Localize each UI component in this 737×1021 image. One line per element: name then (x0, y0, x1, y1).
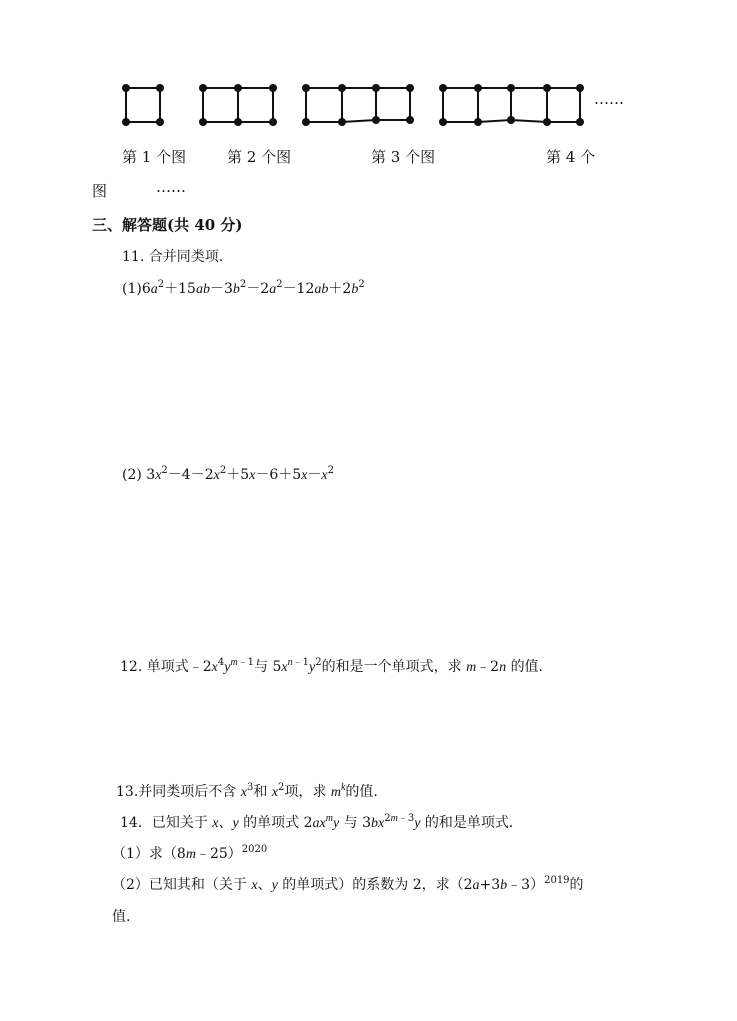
figure-4-label-cont: 图 (92, 182, 108, 200)
figures-ellipsis-2: …… (156, 178, 186, 196)
q13-text: 13.并同类项后不含 $x^3$和 $x^2$项，求 $m^k$的值. (116, 782, 378, 800)
figure-2 (203, 88, 273, 122)
figure-3 (306, 88, 410, 122)
q12-text: 12. 单项式$﹣2x^4y^{m﹣1}$与 $5x^{n﹣1}y^2$的和是一个单项式，求 m﹣2n 的值. (120, 657, 544, 675)
figure-2-label: 第 2 个图 (227, 148, 292, 166)
section-title: 三、解答题(共 40 分) (92, 216, 243, 234)
q14-part2: （2）已知其和（关于 x、y 的单项式）的系数为 2，求（2a+3b﹣3）$^{2019}$的 (112, 875, 584, 893)
q14-text: 14．已知关于 x、y 的单项式 $2ax^my$ 与 $3bx^{2m﹣3}y$ 的和是单项式. (120, 813, 514, 831)
q11-part2: (2) $3x^2-4-2x^2+5x-6+5x-x^2$ (122, 465, 334, 483)
figure-1-label: 第 1 个图 (122, 148, 187, 166)
q11-part1: $(1)6a^2+15ab-3b^2-2a^2-12ab+2b^2$ (122, 279, 365, 297)
figure-3-label: 第 3 个图 (371, 148, 436, 166)
q11-intro: 11. 合并同类项. (122, 249, 224, 265)
figure-4-label: 第 4 个 (546, 148, 596, 166)
square-figures (0, 0, 737, 140)
q14-part1: （1）求（8m﹣25）$^{2020}$ (112, 844, 268, 862)
figure-1 (126, 88, 160, 122)
figures-ellipsis: …… (594, 90, 624, 108)
q14-part2-cont: 值. (112, 909, 131, 925)
